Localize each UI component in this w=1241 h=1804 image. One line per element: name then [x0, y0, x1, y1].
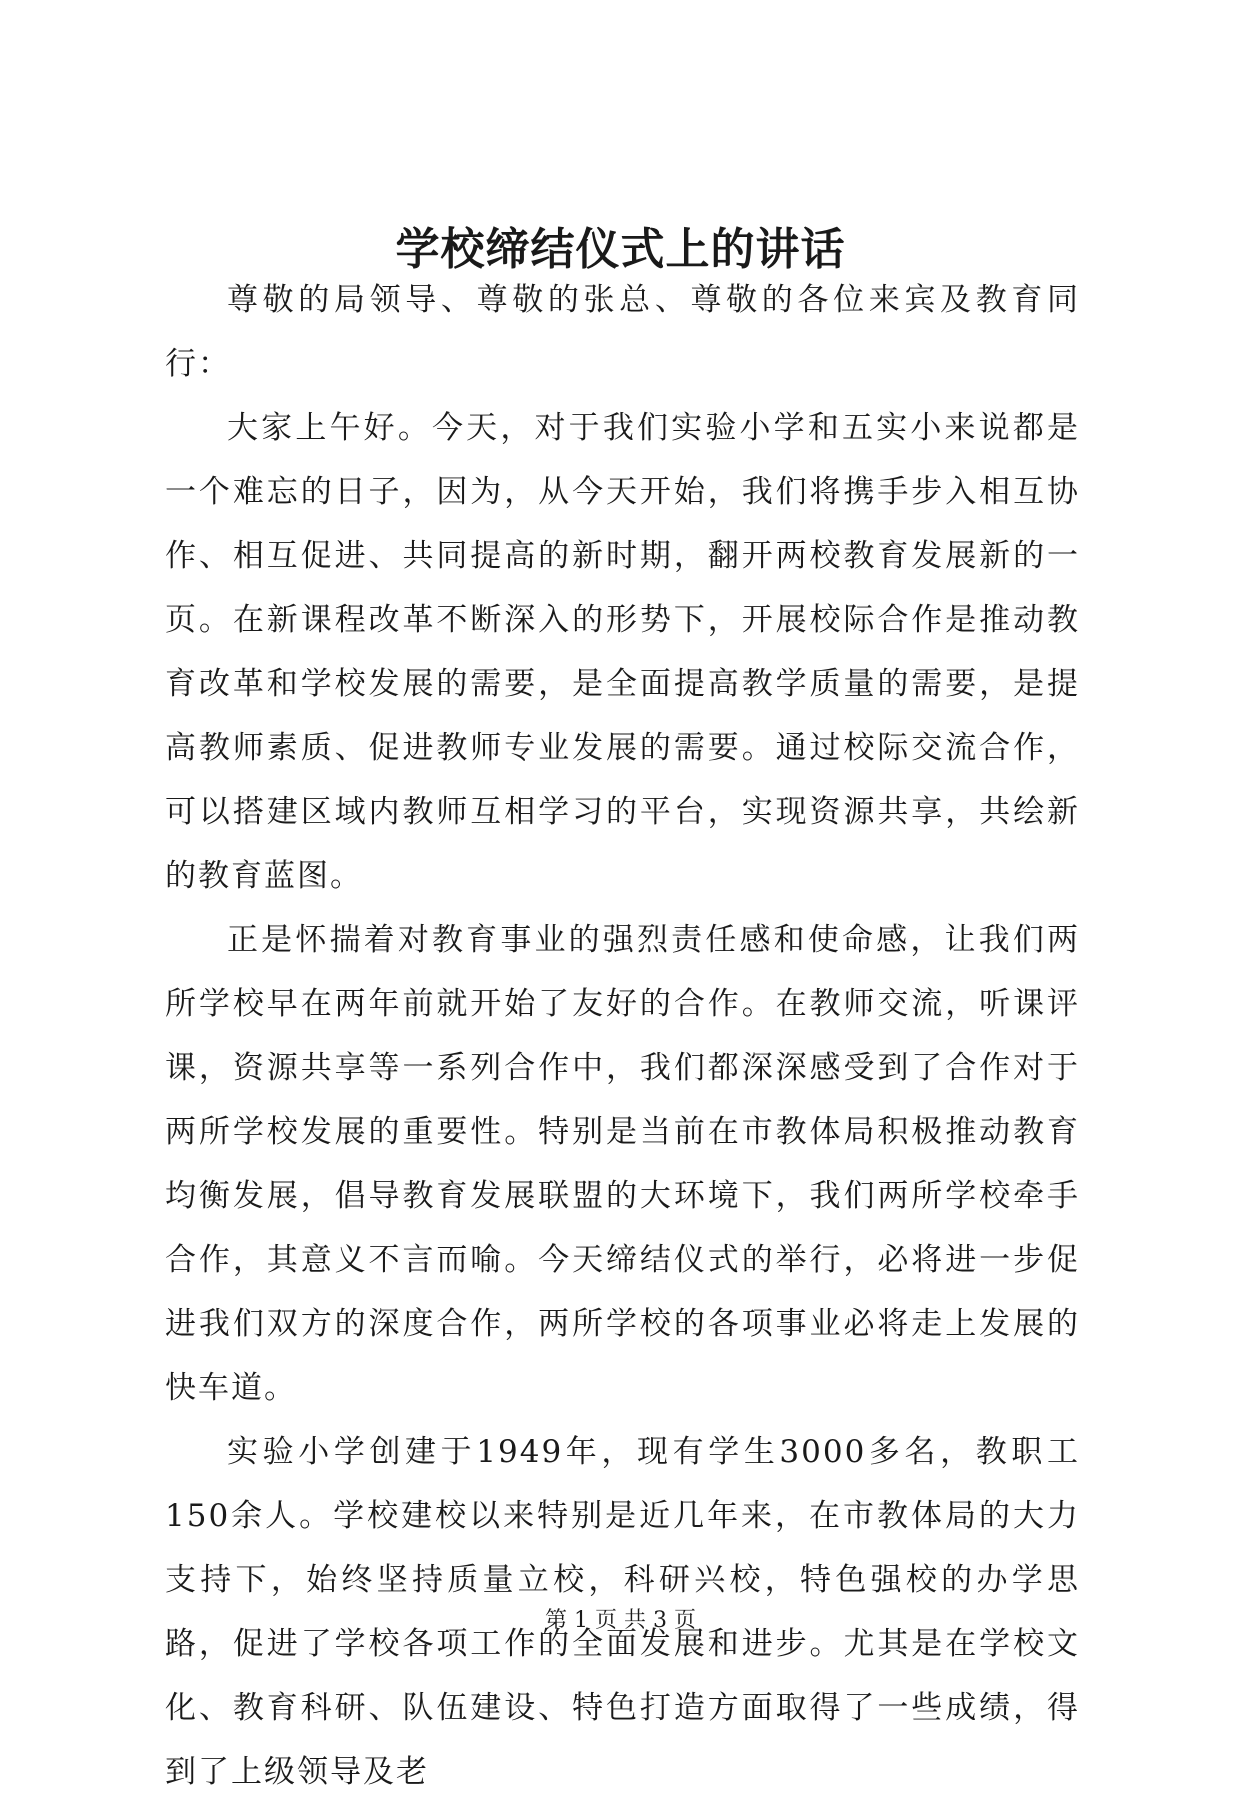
document-title: 学校缔结仪式上的讲话 — [395, 224, 846, 275]
paragraph-school-intro: 实验小学创建于1949年，现有学生3000多名，教职工150余人。学校建校以来特别是近几年来，在市教体局的大力支持下，始终坚持质量立校，科研兴校，特色强校的办学思路，促进了学校各项工作的全面发展和进步。尤其是在学校文化、教育科研、队伍建设、特色打造方面取得了一些成绩，得到了上级领导及老 — [165, 1434, 1080, 1790]
page-footer: 第 1 页 共 3 页 — [545, 1608, 696, 1633]
document-body — [165, 268, 1080, 1804]
paragraph-cooperation: 正是怀揣着对教育事业的强烈责任感和使命感，让我们两所学校早在两年前就开始了友好的合作。在教师交流，听课评课，资源共享等一系列合作中，我们都深深感受到了合作对于两所学校发展的重要性。特别是当前在市教体局积极推动教育均衡发展，倡导教育发展联盟的大环境下，我们两所学校牵手合作，其意义不言而喻。今天缔结仪式的举行，必将进一步促进我们双方的深度合作，两所学校的各项事业必将走上发展的快车道。 — [165, 922, 1080, 1406]
paragraph-greeting: 大家上午好。今天，对于我们实验小学和五实小来说都是一个难忘的日子，因为，从今天开始，我们将携手步入相互协作、相互促进、共同提高的新时期，翻开两校教育发展新的一页。在新课程改革不断深入的形势下，开展校际合作是推动教育改革和学校发展的需要，是全面提高教学质量的需要，是提高教师素质、促进教师专业发展的需要。通过校际交流合作，可以搭建区域内教师互相学习的平台，实现资源共享，共绘新的教育蓝图。 — [165, 410, 1080, 894]
paragraph-salutation: 尊敬的局领导、尊敬的张总、尊敬的各位来宾及教育同行： — [165, 282, 1080, 382]
